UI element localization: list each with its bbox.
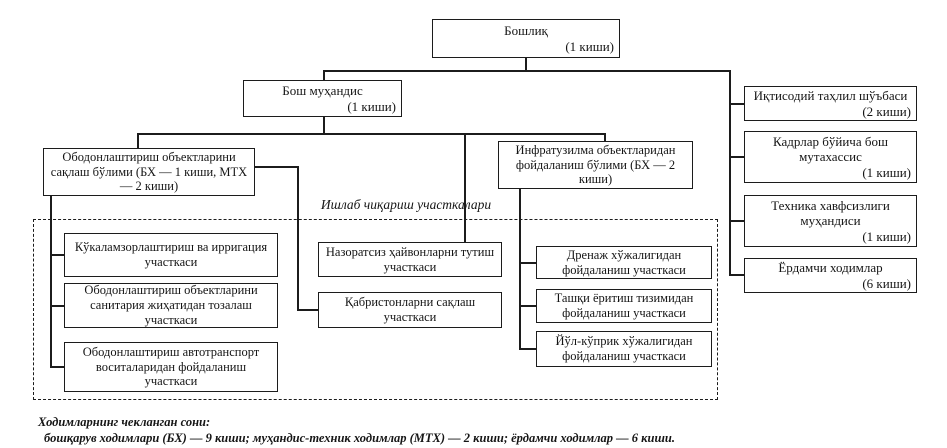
- node-boshliq: [432, 19, 620, 58]
- production-sections-label: Ишлаб чиқариш участкалари: [320, 197, 492, 212]
- node-title: Бошлиқ: [504, 23, 548, 39]
- node-title: Ободонлаштириш автотранспорт воситаларидан фойдаланиш участкаси: [82, 344, 260, 389]
- node-count: (1 киши): [347, 98, 396, 114]
- node-kokalamzorlashtirish: [64, 233, 278, 277]
- node-title: Йўл-кўприк хўжалигидан фойдаланиш участкаси: [555, 334, 693, 363]
- node-title: Техника хавфсизлиги муҳандиси: [771, 198, 890, 229]
- node-avtotransport: [64, 342, 278, 392]
- node-qabristonlar: [318, 292, 502, 328]
- node-yol-kuprik: [536, 331, 712, 367]
- footnote-heading: Ходимларнинг чекланган сони:: [38, 415, 211, 429]
- node-title: Бош муҳандис: [282, 83, 363, 99]
- connector-line: [255, 166, 299, 168]
- connector-line: [137, 133, 605, 135]
- node-nazoratsiz-hayvonlar: [318, 242, 502, 277]
- connector-line: [729, 220, 745, 222]
- connector-line: [729, 156, 745, 158]
- node-texnika-xavfsizligi: [744, 195, 917, 247]
- connector-line: [137, 133, 139, 149]
- connector-line: [323, 70, 730, 72]
- node-yordamchi-xodimlar: [744, 258, 917, 293]
- node-count: (2 киши): [862, 103, 911, 119]
- node-tashqi-yoritish: [536, 289, 712, 323]
- connector-line: [729, 70, 731, 275]
- node-dept-infratuzilma: [498, 141, 693, 189]
- node-title: Кўкаламзорлаштириш ва ирригация участкаси: [74, 240, 268, 269]
- node-drenaj: [536, 246, 712, 279]
- node-title: Назоратсиз ҳайвонларни тутиш участкаси: [325, 244, 495, 274]
- connector-line: [729, 274, 745, 276]
- node-bosh-muhandis: [243, 80, 402, 117]
- node-title: Иқтисодий таҳлил шўъбаси: [753, 88, 908, 104]
- node-count: (6 киши): [862, 275, 911, 291]
- node-kadrlar-mutaxassis: [744, 131, 917, 183]
- node-title: Дренаж хўжалигидан фойдаланиш участкаси: [562, 247, 686, 277]
- node-title: Ёрдамчи ходимлар: [778, 260, 883, 276]
- node-count: (1 киши): [862, 228, 911, 244]
- node-dept-obodonlashtirish: [43, 148, 255, 196]
- footnote-detail: бошқарув ходимлари (БХ) — 9 киши; муҳандис-техник ходимлар (МТХ) — 2 киши; ёрдамчи ходимлар — 6 киши.: [44, 431, 675, 445]
- node-sanitariya-tozalash: [64, 283, 278, 328]
- connector-line: [729, 103, 745, 105]
- node-title: Ташқи ёритиш тизимидан фойдаланиш участкаси: [554, 291, 694, 320]
- node-title: Қабристонларни сақлаш участкаси: [344, 295, 476, 324]
- connector-line: [323, 117, 325, 134]
- node-iqtisodiy-tahlil: [744, 86, 917, 121]
- node-title: Инфратузилма объектларидан фойдаланиш бўлими (БХ — 2 киши): [515, 142, 676, 187]
- node-title: Ободонлаштириш объектларини санитария жиҳатидан тозалаш участкаси: [84, 283, 258, 327]
- node-title: Кадрлар бўйича бош мутахассис: [773, 134, 888, 165]
- node-count: (1 киши): [565, 38, 614, 54]
- node-count: (1 киши): [862, 164, 911, 180]
- node-title: Ободонлаштириш объектларини сақлаш бўлими (БХ — 1 киши, МТХ — 2 киши): [50, 149, 248, 194]
